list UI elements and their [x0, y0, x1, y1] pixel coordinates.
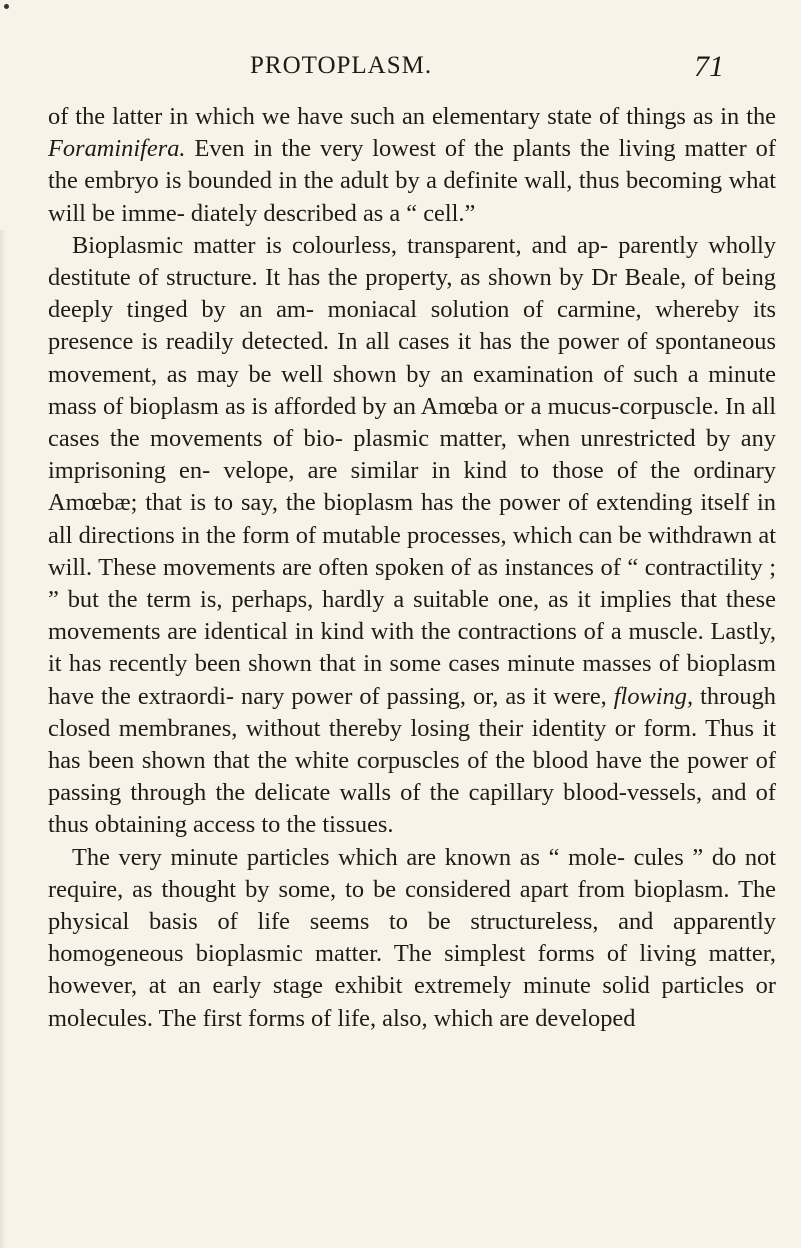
paragraph-text: Even in the very lowest of the plants the living matter of the embryo is bounded in the adult by a definite wall, thus becoming what will be imme- diately described as a “ cell.” — [48, 135, 776, 227]
running-header — [0, 52, 801, 86]
page-fold-shadow — [0, 230, 6, 1248]
paragraph — [48, 842, 776, 1035]
paragraph-text: of the latter in which we have such an elementary state of things as in the — [48, 103, 776, 130]
running-title: PROTOPLASM. — [250, 52, 433, 79]
text-column — [48, 101, 776, 1035]
paragraph-text: The very minute particles which are known as “ mole- cules ” do not require, as thought by some, to be considered apart from bioplasm. The physical basis of life seems to be structureless, and apparently homogeneous bioplasmic matter. The simplest forms of living matter, however, at an early stage exhibit extremely minute solid particles or molecules. The first forms of life, also, which are developed — [48, 843, 776, 1032]
italic-term: Foraminifera. — [48, 135, 186, 163]
paragraph — [48, 230, 776, 842]
page-number: 71 — [694, 50, 724, 83]
page-mark — [4, 4, 9, 9]
paragraph-text: through closed membranes, without thereby losing their identity or form. Thus it has been shown that the white corpuscles of the blood have the power of passing through the delicate walls of the capillary blood-vessels, and of thus obtaining access to the tissues. — [48, 682, 776, 839]
continued-paragraph — [48, 101, 776, 230]
paragraph-text: Bioplasmic matter is colourless, transparent, and ap- parently wholly destitute of structure. It has the property, as shown by Dr Beale, of being deeply tinged by an am- moniacal solution of carmine, whereby its presence is readily detected. In all cases it has the power of spontaneous movement, as may be well shown by an examination of such a minute mass of bioplasm as is afforded by an Amœba or a mucus-corpuscle. In all cases the movements of bio- plasmic matter, when unrestricted by any imprisoning en- velope, are similar in kind to those of the ordinary Amœbæ; that is to say, the bioplasm has the power of extending itself in all directions in the form of mutable processes, which can be withdrawn at will. These movements are often spoken of as instances of “ contractility ; ” but the term is, perhaps, hardly a suitable one, as it implies that these movements are identical in kind with the contractions of a muscle. Lastly, it has recently been shown that in some cases minute masses of bioplasm have the extraordi- nary power of passing, or, as it were, — [48, 231, 776, 710]
italic-term: flowing, — [613, 682, 694, 710]
